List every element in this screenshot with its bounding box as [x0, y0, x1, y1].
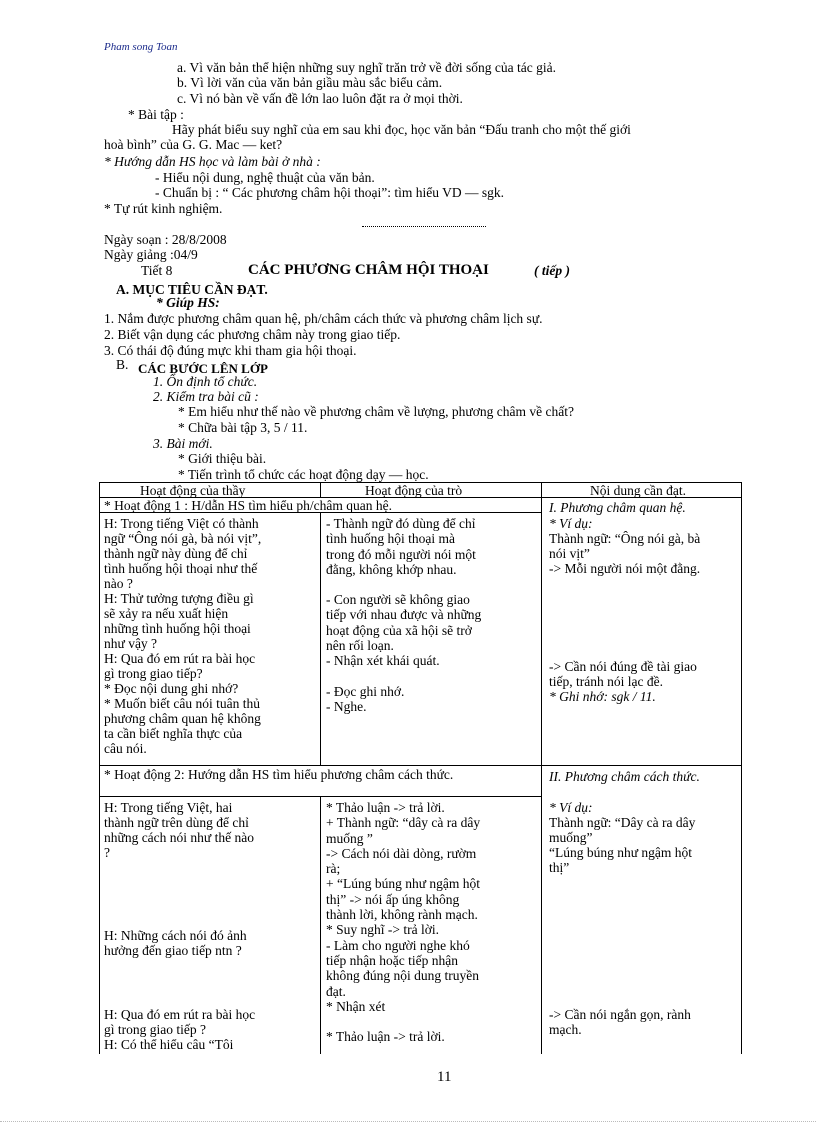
- act2-content-line: thị”: [549, 860, 570, 875]
- section-a-heading: A. MỤC TIÊU CẦN ĐẠT.: [116, 282, 268, 297]
- act1-teacher-line: câu nói.: [104, 741, 147, 756]
- act1-content-cell: [549, 516, 739, 576]
- act1-content-cell-2: [549, 659, 739, 704]
- act1-student-line: trong đó mỗi người nói một: [326, 546, 476, 562]
- act2-content-heading: II. Phương châm cách thức.: [549, 769, 700, 784]
- header-teacher: Hoạt động của thầy: [140, 483, 246, 498]
- act2-teacher3-line: H: Có thể hiểu câu “Tôi: [104, 1037, 234, 1052]
- act1-teacher-line: H: Qua đó em rút ra bài học: [104, 651, 256, 666]
- act1-student-line: - Nghe.: [326, 698, 367, 714]
- act2-student-line: * Nhận xét: [326, 998, 386, 1014]
- help-heading: * Giúp HS:: [156, 295, 220, 310]
- col-divider-act1: [320, 512, 321, 765]
- header-content: Nội dung cần đạt.: [590, 483, 686, 498]
- act1-content2-line: tiếp, tránh nói lạc đề.: [549, 674, 663, 689]
- act1-student-line: nên rối loạn.: [326, 638, 394, 654]
- act1-content2-line: -> Cần nói đúng đề tài giao: [549, 659, 697, 674]
- section-b-heading: CÁC BƯỚC LÊN LỚP: [138, 361, 268, 376]
- step-1: 1. Ổn định tổ chức.: [153, 374, 258, 389]
- act2-teacher-line: H: Trong tiếng Việt, hai: [104, 800, 233, 815]
- step-2: 2. Kiểm tra bài cũ :: [153, 389, 259, 404]
- act2-teacher2-line: H: Những cách nói đó ảnh: [104, 928, 247, 943]
- answer-a: a. Vì văn bản thể hiện những suy nghĩ trăn trở về đời sống của tác giả.: [177, 60, 557, 75]
- act1-teacher-line: tình huống hội thoại như thế: [104, 561, 258, 576]
- act2-student-line: muống ”: [326, 830, 373, 846]
- self-experience: * Tự rút kinh nghiệm.: [104, 201, 223, 216]
- act2-teacher2-line: hưởng đến giao tiếp ntn ?: [104, 943, 242, 958]
- act2-teacher3-line: gì trong giao tiếp ?: [104, 1022, 206, 1037]
- act1-student-line: - Đọc ghi nhớ.: [326, 683, 405, 699]
- act1-student-cell: [326, 516, 540, 714]
- exercise-text-1: Hãy phát biểu suy nghĩ của em sau khi đọc, học văn bản “Đấu tranh cho một thế giới: [172, 122, 631, 137]
- act2-teacher-line: thành ngữ trên dùng để chỉ: [104, 815, 249, 830]
- act1-teacher-line: những tình huống hội thoại: [104, 621, 251, 636]
- act2-teacher3-line: H: Qua đó em rút ra bài học: [104, 1007, 256, 1022]
- act1-teacher-line: H: Trong tiếng Việt có thành: [104, 516, 259, 531]
- act2-student-line: * Thảo luận -> trả lời.: [326, 1029, 445, 1045]
- act1-teacher-line: gì trong giao tiếp?: [104, 666, 203, 681]
- act1-student-line: - Con người sẽ không giao: [326, 592, 470, 608]
- act2-student-line: * Suy nghĩ -> trả lời.: [326, 922, 439, 938]
- step-3: 3. Bài mới.: [153, 436, 213, 451]
- act1-teacher-line: sẽ xảy ra nếu xuất hiện: [104, 606, 229, 621]
- act1-student-line: hoạt động của xã hội sẽ trở: [326, 622, 472, 638]
- act2-student-cell: [326, 800, 540, 1044]
- act1-content-line: Thành ngữ: “Ông nói gà, bà: [549, 531, 701, 546]
- act1-teacher-line: * Muốn biết câu nói tuân thủ: [104, 696, 260, 711]
- act2-content-line: * Ví dụ:: [549, 800, 593, 815]
- act1-student-line: - Nhận xét khái quát.: [326, 653, 440, 669]
- author-signature: Pham song Toan: [104, 41, 178, 53]
- act2-student-line: thành lời, không rành mạch.: [326, 907, 478, 923]
- date-prepared: Ngày soạn : 28/8/2008: [104, 232, 227, 247]
- act2-content-cell-2: [549, 1007, 739, 1037]
- answer-c: c. Vì nó bàn về vấn đề lớn lao luôn đặt ra ở mọi thời.: [177, 91, 463, 106]
- exercise-text-2: hoà bình” của G. G. Mac — ket?: [104, 137, 283, 152]
- objective-1: 1. Nắm được phương châm quan hệ, ph/châm cách thức và phương châm lịch sự.: [104, 311, 543, 326]
- act2-student-line: - Làm cho người nghe khó: [326, 937, 470, 953]
- act1-student-line: - Thành ngữ đó dùng để chỉ: [326, 516, 476, 531]
- table-right-border: [741, 482, 742, 1054]
- section-separator: [362, 226, 486, 227]
- date-taught: Ngày giảng :04/9: [104, 247, 198, 262]
- act1-teacher-line: ngữ “Ông nói gà, bà nói vịt”,: [104, 531, 262, 546]
- act2-content-cell: [549, 800, 739, 875]
- page-number: 11: [437, 1069, 452, 1085]
- page-bottom-border: [0, 1121, 816, 1122]
- act1-student-line: đằng, không khớp nhau.: [326, 561, 457, 577]
- act2-student-line: đạt.: [326, 983, 346, 999]
- act2-teacher-cell-2: [104, 928, 318, 958]
- act1-content-line: -> Mỗi người nói một đằng.: [549, 561, 701, 576]
- col-divider-header-1: [320, 482, 321, 498]
- act2-content-line: “Lúng búng như ngậm hột: [549, 845, 693, 860]
- act2-teacher-line: những cách nói như thế nào: [104, 830, 254, 845]
- act2-content2-line: -> Cần nói ngắn gọn, rành: [549, 1007, 691, 1022]
- homework-heading: * Hướng dẫn HS học và làm bài ở nhà :: [104, 154, 321, 169]
- col-divider-act2: [320, 796, 321, 1054]
- act1-teacher-line: ta cần biết nghĩa thực của: [104, 726, 243, 741]
- answer-b: b. Vì lời văn của văn bản giầu màu sắc biểu cảm.: [177, 75, 443, 90]
- act1-content2-line: * Ghi nhớ: sgk / 11.: [549, 689, 656, 704]
- act2-content-line: Thành ngữ: “Dây cà ra dây: [549, 815, 696, 830]
- act1-content-line: * Ví dụ:: [549, 516, 593, 531]
- act2-content2-line: mạch.: [549, 1022, 582, 1037]
- act1-content-line: nói vịt”: [549, 546, 590, 561]
- act2-student-line: + Thành ngữ: “dây cà ra dây: [326, 815, 481, 831]
- act2-student-line: không đúng nội dung truyền: [326, 968, 479, 984]
- act2-student-line: -> Cách nói dài dòng, rườm: [326, 845, 477, 861]
- objective-2: 2. Biết vận dụng các phương châm này trong giao tiếp.: [104, 327, 401, 342]
- act1-teacher-cell: [104, 516, 318, 756]
- act1-heading: * Hoạt động 1 : H/dẫn HS tìm hiểu ph/châm quan hệ.: [104, 498, 392, 513]
- new-item-1: * Giới thiệu bài.: [178, 451, 267, 466]
- act2-divider: [99, 765, 742, 766]
- act2-student-line: rà;: [326, 861, 341, 877]
- col-divider-2: [541, 482, 542, 1054]
- act2-teacher-cell: [104, 800, 318, 860]
- act1-teacher-line: như vậy ?: [104, 636, 158, 651]
- act2-heading: * Hoạt động 2: Hướng dẫn HS tìm hiểu phương châm cách thức.: [104, 767, 454, 782]
- lesson-title: CÁC PHƯƠNG CHÂM HỘI THOẠI: [248, 262, 489, 278]
- act1-student-spacer: [326, 577, 540, 592]
- section-b-label: B.: [116, 357, 129, 372]
- act2-teacher-cell-3: [104, 1007, 318, 1052]
- act2-student-spacer: [326, 1014, 540, 1029]
- act1-teacher-line: H: Thử tưởng tượng điều gì: [104, 591, 254, 606]
- homework-item-1: - Hiểu nội dung, nghệ thuật của văn bản.: [155, 170, 375, 185]
- act2-content-line: muống”: [549, 830, 593, 845]
- act1-teacher-line: phương châm quan hệ không: [104, 711, 261, 726]
- check-item-2: * Chữa bài tập 3, 5 / 11.: [178, 420, 308, 435]
- header-student: Hoạt động của trò: [365, 483, 463, 498]
- act1-student-line: tình huống hội thoại mà: [326, 531, 455, 547]
- act1-teacher-line: nào ?: [104, 576, 133, 591]
- act2-student-line: * Thảo luận -> trả lời.: [326, 800, 445, 815]
- period-label: Tiết 8: [141, 263, 173, 278]
- lesson-title-suffix: ( tiếp ): [534, 263, 570, 278]
- act1-student-line: tiếp với nhau được và những: [326, 607, 482, 623]
- act1-teacher-line: thành ngữ này dùng để chỉ: [104, 546, 248, 561]
- objective-3: 3. Có thái độ đúng mực khi tham gia hội thoại.: [104, 343, 357, 358]
- act1-teacher-line: * Đọc nội dung ghi nhớ?: [104, 681, 239, 696]
- act1-student-spacer: [326, 669, 540, 684]
- exercise-heading: * Bài tập :: [128, 107, 184, 122]
- homework-item-2: - Chuẩn bị : “ Các phương châm hội thoại”: tìm hiểu VD — sgk.: [155, 185, 505, 200]
- act2-student-line: + “Lúng búng như ngậm hột: [326, 876, 481, 892]
- act2-teacher-line: ?: [104, 845, 110, 860]
- check-item-1: * Em hiểu như thế nào về phương châm về lượng, phương châm về chất?: [178, 404, 574, 419]
- act2-student-line: thị” -> nói ấp úng không: [326, 891, 460, 907]
- act2-student-line: tiếp nhận hoặc tiếp nhận: [326, 952, 458, 968]
- new-item-2: * Tiến trình tổ chức các hoạt động dạy — học.: [178, 467, 429, 482]
- act1-content-heading: I. Phương châm quan hệ.: [549, 500, 686, 515]
- table-left-border: [99, 482, 100, 1054]
